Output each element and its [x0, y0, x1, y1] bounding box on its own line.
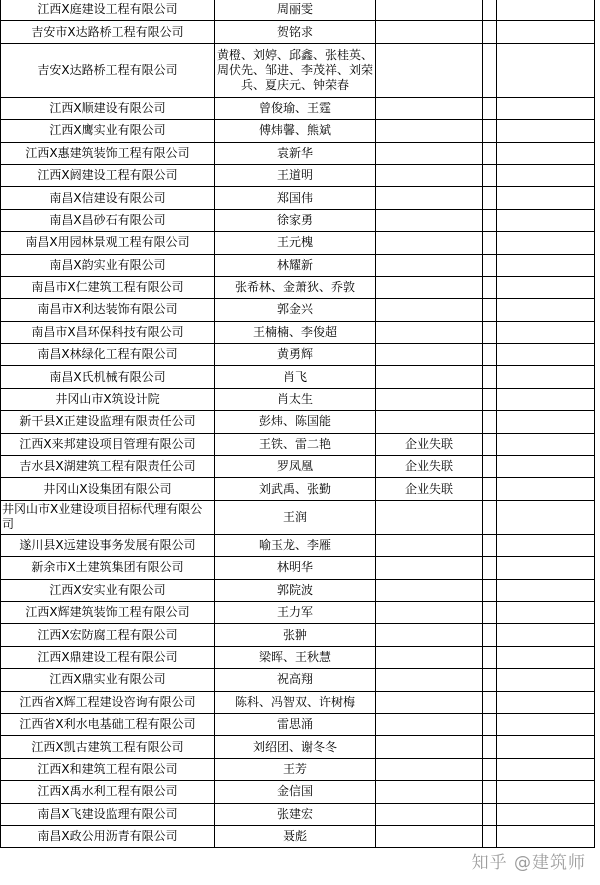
blank-cell — [497, 601, 595, 623]
status-cell — [376, 534, 483, 556]
blank-cell — [483, 97, 497, 119]
blank-cell — [483, 142, 497, 164]
status-cell — [376, 758, 483, 780]
table-row — [1, 601, 595, 623]
company-cell: 新干县X正建设监理有限责任公司 — [1, 411, 215, 433]
blank-cell — [497, 500, 595, 534]
company-cell: 南昌X用园林景观工程有限公司 — [1, 232, 215, 254]
people-cell: 罗凤凰 — [215, 456, 376, 478]
blank-cell — [483, 120, 497, 142]
blank-cell — [483, 388, 497, 410]
blank-cell — [483, 803, 497, 825]
blank-cell — [497, 321, 595, 343]
blank-cell — [497, 713, 595, 735]
status-cell — [376, 388, 483, 410]
people-cell: 雷思涌 — [215, 713, 376, 735]
table-row — [1, 254, 595, 276]
table-row — [1, 456, 595, 478]
people-cell: 张建宏 — [215, 803, 376, 825]
company-cell: 江西省X利水电基础工程有限公司 — [1, 713, 215, 735]
blank-cell — [483, 624, 497, 646]
status-cell — [376, 276, 483, 298]
company-cell: 南昌市X利达装饰有限公司 — [1, 299, 215, 321]
company-cell: 江西X顺建设有限公司 — [1, 97, 215, 119]
status-cell — [376, 120, 483, 142]
people-cell: 郑国伟 — [215, 187, 376, 209]
blank-cell — [497, 299, 595, 321]
table-row — [1, 624, 595, 646]
status-cell — [376, 366, 483, 388]
people-cell: 喻玉龙、李雁 — [215, 534, 376, 556]
blank-cell — [483, 736, 497, 758]
table-row — [1, 43, 595, 97]
table-row — [1, 781, 595, 803]
company-cell: 吉水县X湖建筑工程有限责任公司 — [1, 456, 215, 478]
blank-cell — [483, 669, 497, 691]
table-row — [1, 825, 595, 847]
blank-cell — [497, 344, 595, 366]
table-row — [1, 299, 595, 321]
status-cell — [376, 500, 483, 534]
blank-cell — [483, 601, 497, 623]
people-cell: 梁晖、王秋慧 — [215, 646, 376, 668]
company-cell: 新余市X土建筑集团有限公司 — [1, 557, 215, 579]
status-cell — [376, 321, 483, 343]
company-cell: 江西X鹰实业有限公司 — [1, 120, 215, 142]
company-cell: 江西X禹水利工程有限公司 — [1, 781, 215, 803]
people-cell: 金信国 — [215, 781, 376, 803]
blank-cell — [497, 825, 595, 847]
people-cell: 黄橙、刘婷、邱鑫、张桂英、周伏先、邹进、李茂祥、刘荣兵、夏庆元、钟荣春 — [215, 43, 376, 97]
status-cell — [376, 411, 483, 433]
people-cell: 郭院波 — [215, 579, 376, 601]
blank-cell — [483, 478, 497, 500]
blank-cell — [497, 254, 595, 276]
table-row — [1, 97, 595, 119]
blank-cell — [483, 691, 497, 713]
blank-cell — [483, 299, 497, 321]
blank-cell — [483, 232, 497, 254]
table-row — [1, 579, 595, 601]
blank-cell — [483, 276, 497, 298]
company-cell: 吉安市X达路桥工程有限公司 — [1, 21, 215, 43]
status-cell — [376, 187, 483, 209]
people-cell: 王芳 — [215, 758, 376, 780]
status-cell: 企业失联 — [376, 433, 483, 455]
blank-cell — [497, 736, 595, 758]
company-cell: 南昌X昌砂石有限公司 — [1, 209, 215, 231]
table-row — [1, 276, 595, 298]
blank-cell — [497, 411, 595, 433]
table-row — [1, 713, 595, 735]
people-cell: 聂彪 — [215, 825, 376, 847]
blank-cell — [497, 276, 595, 298]
blank-cell — [497, 232, 595, 254]
status-cell — [376, 164, 483, 186]
blank-cell — [497, 164, 595, 186]
status-cell — [376, 21, 483, 43]
company-cell: 江西X惠建筑装饰工程有限公司 — [1, 142, 215, 164]
blank-cell — [497, 803, 595, 825]
table-row — [1, 0, 595, 21]
status-cell — [376, 254, 483, 276]
blank-cell — [497, 624, 595, 646]
table-row — [1, 120, 595, 142]
blank-cell — [483, 534, 497, 556]
status-cell — [376, 803, 483, 825]
people-cell: 贺铭求 — [215, 21, 376, 43]
table-row — [1, 232, 595, 254]
status-cell — [376, 43, 483, 97]
table-row — [1, 388, 595, 410]
status-cell — [376, 624, 483, 646]
people-cell: 王元槐 — [215, 232, 376, 254]
people-cell: 黄勇辉 — [215, 344, 376, 366]
company-cell: 江西X阏建设工程有限公司 — [1, 164, 215, 186]
blank-cell — [497, 758, 595, 780]
watermark: 知乎 @建筑师 — [471, 853, 586, 873]
table-row — [1, 803, 595, 825]
blank-cell — [483, 209, 497, 231]
status-cell — [376, 736, 483, 758]
table-row — [1, 534, 595, 556]
blank-cell — [483, 758, 497, 780]
people-cell: 王道明 — [215, 164, 376, 186]
status-cell — [376, 0, 483, 21]
table-row — [1, 669, 595, 691]
company-cell: 南昌X氏机械有限公司 — [1, 366, 215, 388]
company-cell: 南昌X信建设有限公司 — [1, 187, 215, 209]
status-cell — [376, 344, 483, 366]
status-cell — [376, 601, 483, 623]
blank-cell — [497, 142, 595, 164]
company-cell: 江西X鼎实业有限公司 — [1, 669, 215, 691]
company-cell: 江西X来邦建设项目管理有限公司 — [1, 433, 215, 455]
people-cell: 郭金兴 — [215, 299, 376, 321]
people-cell: 张翀 — [215, 624, 376, 646]
blank-cell — [483, 366, 497, 388]
blank-cell — [497, 0, 595, 21]
table-row — [1, 187, 595, 209]
company-cell: 江西X庭建设工程有限公司 — [1, 0, 215, 21]
blank-cell — [483, 433, 497, 455]
table-row — [1, 691, 595, 713]
blank-cell — [483, 500, 497, 534]
status-cell — [376, 232, 483, 254]
table-row — [1, 557, 595, 579]
blank-cell — [483, 43, 497, 97]
blank-cell — [497, 366, 595, 388]
blank-cell — [483, 456, 497, 478]
company-cell: 南昌X飞建设监理有限公司 — [1, 803, 215, 825]
company-cell: 江西X和建筑工程有限公司 — [1, 758, 215, 780]
company-cell: 遂川县X远建设事务发展有限公司 — [1, 534, 215, 556]
blank-cell — [497, 669, 595, 691]
blank-cell — [483, 646, 497, 668]
people-cell: 王楠楠、李俊超 — [215, 321, 376, 343]
company-cell: 江西X安实业有限公司 — [1, 579, 215, 601]
people-cell: 刘绍团、谢冬冬 — [215, 736, 376, 758]
blank-cell — [497, 579, 595, 601]
people-cell: 祝高翔 — [215, 669, 376, 691]
blank-cell — [483, 254, 497, 276]
blank-cell — [483, 781, 497, 803]
table-row — [1, 736, 595, 758]
company-cell: 南昌X韵实业有限公司 — [1, 254, 215, 276]
status-cell — [376, 691, 483, 713]
blank-cell — [483, 825, 497, 847]
blank-cell — [483, 0, 497, 21]
people-cell: 曾俊瑜、王霆 — [215, 97, 376, 119]
company-cell: 南昌市X昌环保科技有限公司 — [1, 321, 215, 343]
table-row — [1, 321, 595, 343]
people-cell: 张希林、金萧狄、乔敦 — [215, 276, 376, 298]
people-cell: 陈科、冯智双、许树梅 — [215, 691, 376, 713]
company-cell: 井冈山市X业建设项目招标代理有限公司 — [1, 500, 215, 534]
blank-cell — [483, 21, 497, 43]
people-cell: 王铁、雷二艳 — [215, 433, 376, 455]
blank-cell — [497, 21, 595, 43]
people-cell: 王力军 — [215, 601, 376, 623]
company-cell: 江西X宏防腐工程有限公司 — [1, 624, 215, 646]
company-cell: 江西X鼎建设工程有限公司 — [1, 646, 215, 668]
people-cell: 刘武禹、张勤 — [215, 478, 376, 500]
company-cell: 吉安X达路桥工程有限公司 — [1, 43, 215, 97]
blank-cell — [497, 388, 595, 410]
company-cell: 南昌X林绿化工程有限公司 — [1, 344, 215, 366]
company-cell: 井冈山X设集团有限公司 — [1, 478, 215, 500]
blank-cell — [497, 433, 595, 455]
people-cell: 徐家勇 — [215, 209, 376, 231]
status-cell — [376, 97, 483, 119]
blank-cell — [497, 97, 595, 119]
status-cell — [376, 579, 483, 601]
table-row — [1, 411, 595, 433]
blank-cell — [483, 321, 497, 343]
table-row — [1, 344, 595, 366]
blank-cell — [497, 209, 595, 231]
company-cell: 江西X辉建筑装饰工程有限公司 — [1, 601, 215, 623]
people-cell: 周丽雯 — [215, 0, 376, 21]
status-cell — [376, 825, 483, 847]
blank-cell — [483, 187, 497, 209]
table-row — [1, 758, 595, 780]
table-row — [1, 433, 595, 455]
blank-cell — [497, 646, 595, 668]
blank-cell — [497, 534, 595, 556]
status-cell — [376, 209, 483, 231]
company-cell: 江西省X辉工程建设咨询有限公司 — [1, 691, 215, 713]
blank-cell — [497, 43, 595, 97]
table-row — [1, 366, 595, 388]
people-cell: 彭炜、陈国能 — [215, 411, 376, 433]
blank-cell — [497, 781, 595, 803]
table-row — [1, 646, 595, 668]
blank-cell — [497, 691, 595, 713]
status-cell — [376, 142, 483, 164]
blank-cell — [497, 557, 595, 579]
company-cell: 南昌市X仁建筑工程有限公司 — [1, 276, 215, 298]
company-cell: 井冈山市X筑设计院 — [1, 388, 215, 410]
table-row — [1, 164, 595, 186]
blank-cell — [483, 411, 497, 433]
blank-cell — [483, 164, 497, 186]
blank-cell — [497, 187, 595, 209]
table-row — [1, 209, 595, 231]
table-row — [1, 142, 595, 164]
blank-cell — [497, 456, 595, 478]
company-cell: 南昌X政公用沥青有限公司 — [1, 825, 215, 847]
blank-cell — [483, 579, 497, 601]
status-cell — [376, 299, 483, 321]
table-row — [1, 478, 595, 500]
blank-cell — [497, 120, 595, 142]
blank-cell — [483, 344, 497, 366]
people-cell: 傅炜馨、熊斌 — [215, 120, 376, 142]
status-cell — [376, 646, 483, 668]
status-cell — [376, 557, 483, 579]
table-row — [1, 500, 595, 534]
people-cell: 肖飞 — [215, 366, 376, 388]
status-cell — [376, 713, 483, 735]
status-cell: 企业失联 — [376, 456, 483, 478]
status-cell — [376, 669, 483, 691]
people-cell: 袁新华 — [215, 142, 376, 164]
people-cell: 林耀新 — [215, 254, 376, 276]
blank-cell — [497, 478, 595, 500]
blank-cell — [483, 557, 497, 579]
company-cell: 江西X凯古建筑工程有限公司 — [1, 736, 215, 758]
table-row — [1, 21, 595, 43]
status-cell — [376, 781, 483, 803]
people-cell: 肖太生 — [215, 388, 376, 410]
people-cell: 王润 — [215, 500, 376, 534]
people-cell: 林明华 — [215, 557, 376, 579]
status-cell: 企业失联 — [376, 478, 483, 500]
blank-cell — [483, 713, 497, 735]
